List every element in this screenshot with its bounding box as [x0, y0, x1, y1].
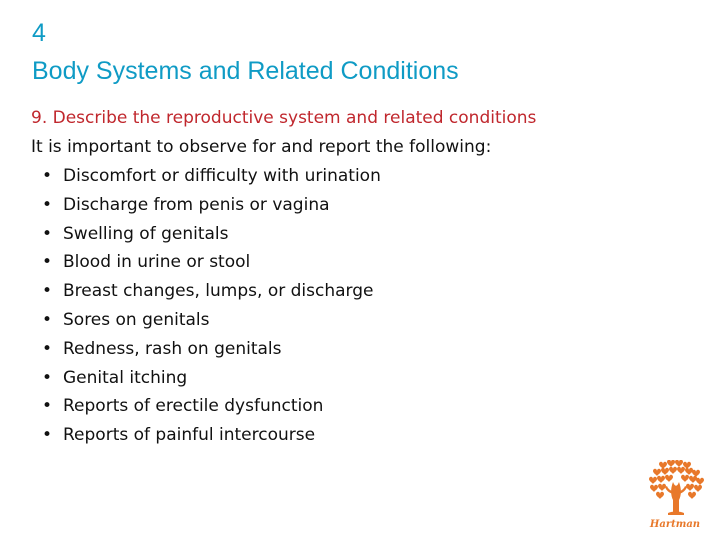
list-item [42, 280, 381, 309]
bullet-icon: • [42, 252, 53, 273]
section-subtitle: 9. Describe the reproductive system and related conditions [31, 108, 537, 128]
list-item [42, 338, 381, 367]
bullet-icon: • [42, 166, 53, 186]
logo-text: Hartman [649, 519, 701, 530]
list-item [42, 251, 381, 280]
list-item-text: Genital itching [63, 367, 188, 388]
bullet-icon: • [42, 425, 53, 446]
chapter-number: 4 [32, 19, 46, 47]
bullet-icon: • [42, 396, 53, 417]
heart-tree-icon [640, 460, 710, 520]
list-item [42, 223, 381, 252]
bullet-icon: • [42, 223, 53, 244]
list-item-text: Redness, rash on genitals [63, 338, 282, 359]
list-item [42, 165, 381, 194]
list-item [42, 194, 381, 223]
list-item [42, 367, 381, 396]
bullet-icon: • [42, 367, 53, 388]
hartman-logo [640, 460, 710, 532]
list-item [42, 395, 381, 424]
list-item-text: Discomfort or difficulty with urination [63, 166, 381, 186]
list-item [42, 424, 381, 453]
bullet-icon: • [42, 309, 53, 330]
list-item-text: Breast changes, lumps, or discharge [63, 281, 374, 302]
list-item [42, 309, 381, 338]
bullet-icon: • [42, 281, 53, 302]
slide-title: Body Systems and Related Conditions [32, 57, 459, 85]
list-item-text: Reports of erectile dysfunction [63, 396, 324, 417]
bullet-list [42, 165, 381, 453]
bullet-icon: • [42, 338, 53, 359]
bullet-icon: • [42, 194, 53, 215]
list-item-text: Sores on genitals [63, 309, 210, 330]
list-item-text: Discharge from penis or vagina [63, 194, 330, 215]
list-item-text: Reports of painful intercourse [63, 425, 316, 446]
list-item-text: Blood in urine or stool [63, 252, 251, 273]
list-item-text: Swelling of genitals [63, 223, 229, 244]
intro-text: It is important to observe for and report the following: [31, 137, 492, 157]
